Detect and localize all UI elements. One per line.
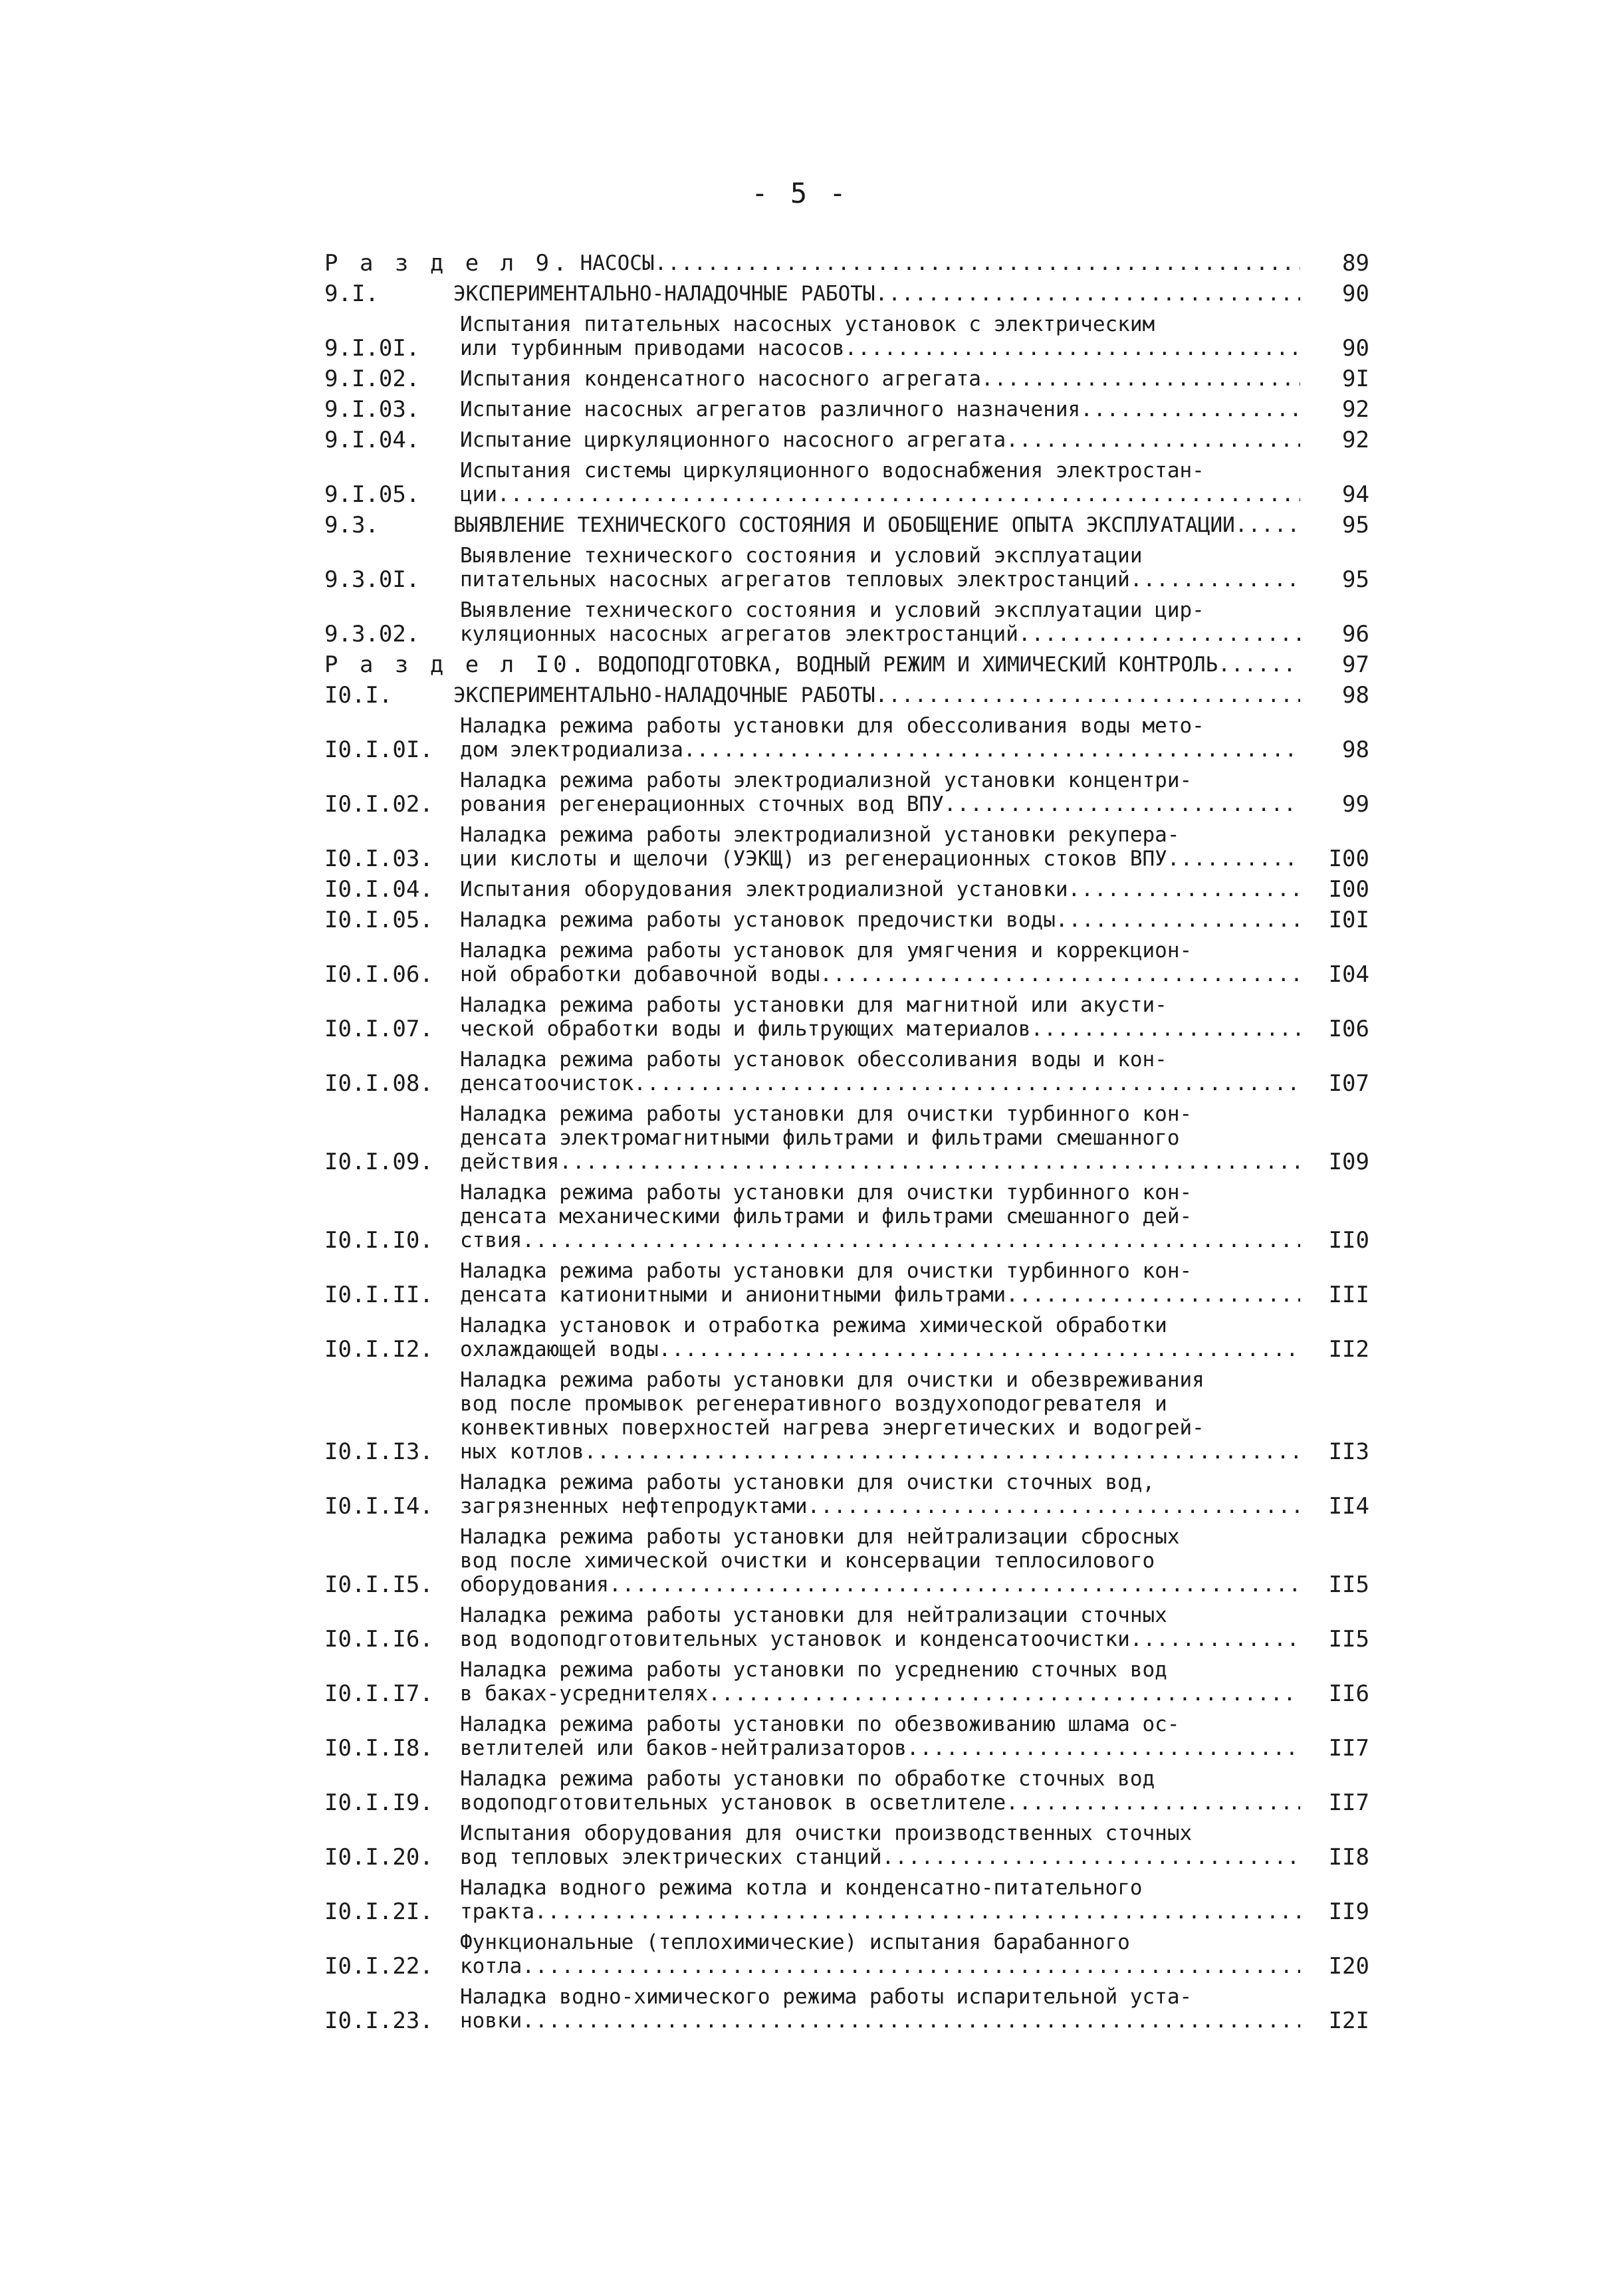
toc-entry-title	[460, 939, 1300, 986]
leader-dots	[559, 1150, 1300, 1174]
toc-entry-line: вод тепловых электрических станций	[460, 1845, 882, 1869]
leader-dots	[1167, 847, 1300, 871]
toc-entry-title	[460, 598, 1300, 646]
toc-entry-title	[460, 1603, 1300, 1651]
leader-dots	[522, 1954, 1300, 1978]
toc-entry-title	[460, 1314, 1300, 1361]
toc-entry-page: II4	[1328, 1493, 1369, 1520]
toc-entry-line: действия	[460, 1150, 560, 1174]
toc-entry-line: дом электродиализа	[460, 738, 683, 762]
toc-entry	[324, 1525, 1369, 1597]
toc-entry-line: Испытания конденсатного насосного агрегата	[460, 367, 981, 391]
toc-entry	[324, 1603, 1369, 1651]
toc-entry-page: I0I	[1328, 907, 1369, 933]
toc-entry-line: конвективных поверхностей нагрева энергетических и водогрей-	[460, 1416, 1204, 1440]
toc-entry-line: денсата механическими фильтрами и фильтрами смешанного дей-	[460, 1205, 1193, 1228]
leader-dots	[534, 1900, 1300, 1924]
toc-entry-title	[460, 714, 1300, 762]
toc-entry	[324, 251, 1369, 275]
toc-entry-title	[460, 1525, 1300, 1597]
toc-entry-line: ных котлов	[460, 1440, 584, 1464]
toc-entry-line: Испытания оборудования электродиализной установки	[460, 877, 1068, 901]
toc-entry-title	[460, 428, 1300, 452]
toc-entry-line: питательных насосных агрегатов тепловых электростанций	[460, 568, 1130, 592]
toc-entry-title	[460, 768, 1300, 816]
leader-dots	[1031, 1017, 1300, 1041]
leader-dots	[1130, 568, 1300, 592]
toc-entry-title	[460, 312, 1300, 360]
toc-entry-line: вод после промывок регенеративного воздухоподогревателя и	[460, 1392, 1167, 1416]
toc-entry-number: 9.3.0I.	[324, 566, 420, 593]
toc-entry-line: Испытания системы циркуляционного водоснабжения электростан-	[460, 459, 1204, 483]
toc-entry-line: или турбинным приводами насосов	[460, 336, 845, 360]
toc-entry-line: Наладка режима работы установки для обессоливания воды мето-	[460, 714, 1204, 738]
toc-entry	[324, 823, 1369, 871]
toc-entry	[324, 1821, 1369, 1869]
toc-entry-number: 9.I.05.	[324, 481, 420, 508]
toc-entry-page: I04	[1328, 961, 1369, 988]
toc-entry-title	[460, 367, 1300, 391]
toc-entry-line: Наладка режима работы установки для очистки сточных вод,	[460, 1470, 1155, 1494]
toc-entry	[324, 908, 1369, 932]
leader-dots	[1080, 398, 1300, 421]
toc-entry-number: Р а з д е л I0.	[324, 651, 589, 678]
toc-entry-number: 9.3.	[324, 512, 379, 538]
toc-entry-line: тракта	[460, 1900, 534, 1924]
toc-entry-page: II7	[1328, 1735, 1369, 1762]
toc-entry-line: охлаждающей воды	[460, 1337, 659, 1361]
toc-entry-page: II7	[1328, 1789, 1369, 1816]
toc-entry-line: Испытания питательных насосных установок с электрическим	[460, 312, 1155, 336]
toc-entry	[324, 1712, 1369, 1760]
toc-entry-line: ЭКСПЕРИМЕНТАЛЬНО-НАЛАДОЧНЫЕ РАБОТЫ	[453, 282, 875, 306]
toc-entry-line: Наладка режима работы установки для магнитной или акусти-	[460, 993, 1167, 1017]
toc-entry	[324, 1314, 1369, 1361]
toc-entry-line: Наладка режима работы установок обессоливания воды и кон-	[460, 1048, 1167, 1072]
toc-entry-line: Наладка водного режима котла и конденсатно-питательного	[460, 1876, 1143, 1900]
toc-entry-title	[460, 459, 1300, 507]
toc-entry-line: вод водоподготовительных установок и конденсатоочистки	[460, 1627, 1130, 1651]
toc-entry-page: 92	[1342, 396, 1369, 423]
toc-entry-page: I06	[1328, 1016, 1369, 1042]
toc-entry-line: ветлителей или баков-нейтрализаторов	[460, 1736, 907, 1760]
leader-dots	[907, 1736, 1300, 1760]
toc-entry-title	[460, 1712, 1300, 1760]
toc-entry-title	[460, 1181, 1300, 1252]
toc-entry-number: I0.I.04.	[324, 876, 433, 903]
toc-entry-line: Наладка режима работы установки для очистки турбинного кон-	[460, 1259, 1193, 1283]
toc-entry-line: Наладка установок и отработка режима химической обработки	[460, 1314, 1167, 1337]
toc-entry-page: 97	[1342, 651, 1369, 678]
leader-dots	[683, 738, 1300, 762]
toc-entry	[324, 312, 1369, 360]
toc-entry	[324, 282, 1369, 306]
toc-entry-title	[460, 1658, 1300, 1706]
toc-entry-line: Наладка режима работы электродиализной установки рекупера-	[460, 823, 1180, 847]
toc-entry	[324, 1767, 1369, 1815]
leader-dots	[1018, 622, 1300, 646]
toc-entry-title	[460, 908, 1300, 932]
toc-entry-number: I0.I.	[324, 682, 393, 709]
toc-entry-line: котла	[460, 1954, 522, 1978]
toc-entry	[324, 768, 1369, 816]
toc-entry-line: Наладка режима работы установки для очистки турбинного кон-	[460, 1181, 1193, 1205]
toc-entry-title	[460, 823, 1300, 871]
leader-dots	[655, 251, 1300, 275]
toc-entry-page: 95	[1342, 566, 1369, 593]
toc-entry-number: I0.I.I0.	[324, 1227, 433, 1254]
toc-entry	[324, 877, 1369, 901]
toc-entry-number: I0.I.I3.	[324, 1438, 433, 1465]
toc-entry	[324, 653, 1369, 677]
toc-entry-title	[460, 1876, 1300, 1924]
leader-dots	[820, 963, 1300, 986]
toc-entry-line: Наладка режима работы установки для очистки турбинного кон-	[460, 1102, 1193, 1126]
toc-entry-page: I00	[1328, 876, 1369, 903]
toc-entry-page: 94	[1342, 481, 1369, 508]
toc-entry	[324, 1930, 1369, 1978]
toc-entry-number: I0.I.I7.	[324, 1680, 433, 1707]
toc-entry-line: в баках-усреднителях	[460, 1682, 709, 1706]
leader-dots	[497, 483, 1300, 507]
toc-entry-page: II8	[1328, 1844, 1369, 1871]
toc-entry-line: Наладка режима работы установок для умягчения и коррекцион-	[460, 939, 1193, 963]
toc-entry	[324, 1658, 1369, 1706]
toc-entry-line: ВЫЯВЛЕНИЕ ТЕХНИЧЕСКОГО СОСТОЯНИЯ И ОБОБЩЕНИЕ ОПЫТА ЭКСПЛУАТАЦИИ	[453, 513, 1235, 537]
toc-entry-line: оборудования	[460, 1573, 609, 1597]
toc-entry-page: 89	[1342, 250, 1369, 277]
toc-entry-line: Испытание циркуляционного насосного агрегата	[460, 428, 1006, 452]
leader-dots	[875, 683, 1300, 707]
toc-entry-number: I0.I.I6.	[324, 1626, 433, 1653]
leader-dots	[875, 282, 1300, 306]
leader-dots	[981, 367, 1300, 391]
toc-entry-title	[460, 877, 1300, 901]
toc-entry-line: рования регенерационных сточных вод ВПУ	[460, 792, 944, 816]
toc-entry-line: водоподготовительных установок в осветлителе	[460, 1791, 1006, 1815]
toc-entry-title	[598, 653, 1300, 677]
toc-entry-number: I0.I.I2.	[324, 1336, 433, 1363]
toc-entry-number: 9.I.0I.	[324, 335, 420, 362]
page-number: - 5 -	[751, 177, 849, 209]
leader-dots	[1130, 1627, 1300, 1651]
leader-dots	[522, 1228, 1300, 1252]
toc-entry-number: I0.I.07.	[324, 1016, 433, 1042]
toc-entry-number: I0.I.02.	[324, 791, 433, 818]
toc-entry-title	[460, 1821, 1300, 1869]
toc-entry-title	[460, 993, 1300, 1041]
leader-dots	[1006, 428, 1300, 452]
toc-entry	[324, 428, 1369, 452]
toc-entry	[324, 1876, 1369, 1924]
toc-entry-page: III	[1328, 1282, 1369, 1308]
leader-dots	[633, 1072, 1300, 1095]
leader-dots	[1006, 1791, 1300, 1815]
toc-entry	[324, 598, 1369, 646]
toc-entry-line: Выявление технического состояния и условий эксплуатации	[460, 544, 1143, 568]
toc-entry	[324, 714, 1369, 762]
toc-entry-line: денсатоочисток	[460, 1072, 634, 1095]
toc-entry	[324, 939, 1369, 986]
toc-entry-page: II6	[1328, 1680, 1369, 1707]
toc-entry-title	[453, 683, 1300, 707]
toc-entry-line: Наладка режима работы установки для очистки и обезвреживания	[460, 1368, 1204, 1392]
toc-entry-page: 90	[1342, 335, 1369, 362]
toc-entry-line: Наладка режима работы электродиализной установки концентри-	[460, 768, 1193, 792]
toc-entry-page: 95	[1342, 512, 1369, 538]
toc-entry-number: I0.I.I4.	[324, 1493, 433, 1520]
toc-entry	[324, 683, 1369, 707]
toc-entry-title	[453, 282, 1300, 306]
toc-entry	[324, 459, 1369, 507]
toc-entry-number: I0.I.03.	[324, 846, 433, 872]
leader-dots	[522, 2009, 1300, 2033]
toc-entry	[324, 513, 1369, 537]
toc-entry-page: I20	[1328, 1953, 1369, 1980]
leader-dots	[1068, 877, 1300, 901]
leader-dots	[708, 1682, 1300, 1706]
toc-entry-number: I0.I.20.	[324, 1844, 433, 1871]
toc-entry-line: Наладка режима работы установок предочистки воды	[460, 908, 1056, 932]
leader-dots	[1006, 1283, 1300, 1307]
toc-entry-line: Выявление технического состояния и условий эксплуатации цир-	[460, 598, 1204, 622]
toc-entry-page: 98	[1342, 682, 1369, 709]
toc-entry-line: Наладка режима работы установки по усреднению сточных вод	[460, 1658, 1167, 1682]
toc-entry-number: 9.I.03.	[324, 396, 420, 423]
toc-entry-page: II5	[1328, 1626, 1369, 1653]
toc-entry-page: II5	[1328, 1571, 1369, 1598]
toc-entry-page: 98	[1342, 737, 1369, 763]
toc-entry-number: I0.I.2I.	[324, 1898, 433, 1925]
leader-dots	[882, 1845, 1300, 1869]
toc-entry	[324, 1470, 1369, 1518]
toc-entry-title	[460, 398, 1300, 421]
toc-entry-page: II2	[1328, 1336, 1369, 1363]
toc-entry-line: вод после химической очистки и консервации теплосилового	[460, 1549, 1155, 1573]
toc-entry-page: I2I	[1328, 2008, 1369, 2034]
toc-entry-page: 90	[1342, 281, 1369, 307]
toc-entry-title	[460, 1767, 1300, 1815]
leader-dots	[659, 1337, 1300, 1361]
toc-entry-line: ВОДОПОДГОТОВКА, ВОДНЫЙ РЕЖИМ И ХИМИЧЕСКИЙ КОНТРОЛЬ	[598, 653, 1218, 677]
toc-entry	[324, 1181, 1369, 1252]
toc-entry-line: ствия	[460, 1228, 522, 1252]
toc-entry	[324, 398, 1369, 421]
toc-entry-line: денсата электромагнитными фильтрами и фильтрами смешанного	[460, 1126, 1180, 1150]
toc-entry-page: II0	[1328, 1227, 1369, 1254]
toc-entry	[324, 1048, 1369, 1095]
leader-dots	[1218, 653, 1300, 677]
toc-entry-number: I0.I.0I.	[324, 737, 433, 763]
toc-entry-number: I0.I.09.	[324, 1149, 433, 1175]
toc-entry-line: Наладка режима работы установки для нейтрализации сбросных	[460, 1525, 1180, 1549]
toc-entry	[324, 1102, 1369, 1174]
toc-entry-number: 9.I.02.	[324, 366, 420, 392]
leader-dots	[609, 1573, 1300, 1597]
toc-entry-number: I0.I.I9.	[324, 1789, 433, 1816]
leader-dots	[584, 1440, 1300, 1464]
toc-entry-page: 99	[1342, 791, 1369, 818]
toc-entry-title	[460, 1985, 1300, 2033]
toc-entry-page: I07	[1328, 1070, 1369, 1097]
toc-entry-line: ной обработки добавочной воды	[460, 963, 820, 986]
toc-entry-number: I0.I.23.	[324, 2008, 433, 2034]
toc-entry-line: ческой обработки воды и фильтрующих материалов	[460, 1017, 1031, 1041]
toc-entry-number: I0.I.06.	[324, 961, 433, 988]
toc-entry-number: I0.I.II.	[324, 1282, 433, 1308]
toc-entry-line: Испытание насосных агрегатов различного назначения	[460, 398, 1081, 421]
toc-entry-line: НАСОСЫ	[580, 251, 655, 275]
table-of-contents	[324, 251, 1369, 2039]
toc-entry-number: 9.3.02.	[324, 621, 420, 647]
toc-entry-number: Р а з д е л 9.	[324, 250, 571, 277]
toc-entry-number: 9.I.	[324, 281, 379, 307]
toc-entry-number: I0.I.I8.	[324, 1735, 433, 1762]
toc-entry-line: новки	[460, 2009, 522, 2033]
toc-entry-page: I09	[1328, 1149, 1369, 1175]
leader-dots	[845, 336, 1300, 360]
toc-entry-line: ции кислоты и щелочи (УЭКЩ) из регенерационных стоков ВПУ	[460, 847, 1167, 871]
toc-entry-number: I0.I.I5.	[324, 1571, 433, 1598]
toc-entry-line: куляционных насосных агрегатов электростанций	[460, 622, 1018, 646]
toc-entry-page: 9I	[1342, 366, 1369, 392]
leader-dots	[1056, 908, 1300, 932]
toc-entry	[324, 993, 1369, 1041]
toc-entry-line: Наладка режима работы установки по обезвоживанию шлама ос-	[460, 1712, 1180, 1736]
toc-entry-page: II9	[1328, 1898, 1369, 1925]
toc-entry-page: 96	[1342, 621, 1369, 647]
toc-entry-number: I0.I.08.	[324, 1070, 433, 1097]
toc-entry	[324, 367, 1369, 391]
toc-entry-line: Испытания оборудования для очистки производственных сточных	[460, 1821, 1193, 1845]
toc-entry-line: Наладка режима работы установки по обработке сточных вод	[460, 1767, 1155, 1791]
leader-dots	[944, 792, 1300, 816]
toc-entry-line: загрязненных нефтепродуктами	[460, 1494, 808, 1518]
toc-entry-line: Наладка режима работы установки для нейтрализации сточных	[460, 1603, 1167, 1627]
toc-entry	[324, 1985, 1369, 2033]
toc-entry-title	[460, 1470, 1300, 1518]
toc-entry-title	[460, 1102, 1300, 1174]
leader-dots	[1235, 513, 1300, 537]
toc-entry-number: I0.I.22.	[324, 1953, 433, 1980]
toc-entry-title	[460, 1048, 1300, 1095]
toc-entry-number: I0.I.05.	[324, 907, 433, 933]
toc-entry-title	[460, 1368, 1300, 1464]
toc-entry-number: 9.I.04.	[324, 427, 420, 453]
toc-entry-line: денсата катионитными и анионитными фильтрами	[460, 1283, 1006, 1307]
toc-entry	[324, 1368, 1369, 1464]
toc-entry-line: ЭКСПЕРИМЕНТАЛЬНО-НАЛАДОЧНЫЕ РАБОТЫ	[453, 683, 875, 707]
toc-entry-title	[460, 1259, 1300, 1307]
toc-entry-line: Функциональные (теплохимические) испытания барабанного	[460, 1930, 1130, 1954]
toc-entry-line: ции	[460, 483, 497, 507]
toc-entry	[324, 1259, 1369, 1307]
toc-entry-title	[580, 251, 1300, 275]
toc-entry	[324, 544, 1369, 592]
toc-entry-page: 92	[1342, 427, 1369, 453]
toc-entry-title	[460, 544, 1300, 592]
toc-entry-page: I00	[1328, 846, 1369, 872]
toc-entry-line: Наладка водно-химического режима работы испарительной уста-	[460, 1985, 1193, 2009]
toc-entry-title	[453, 513, 1300, 537]
toc-entry-title	[460, 1930, 1300, 1978]
toc-entry-page: II3	[1328, 1438, 1369, 1465]
leader-dots	[808, 1494, 1300, 1518]
